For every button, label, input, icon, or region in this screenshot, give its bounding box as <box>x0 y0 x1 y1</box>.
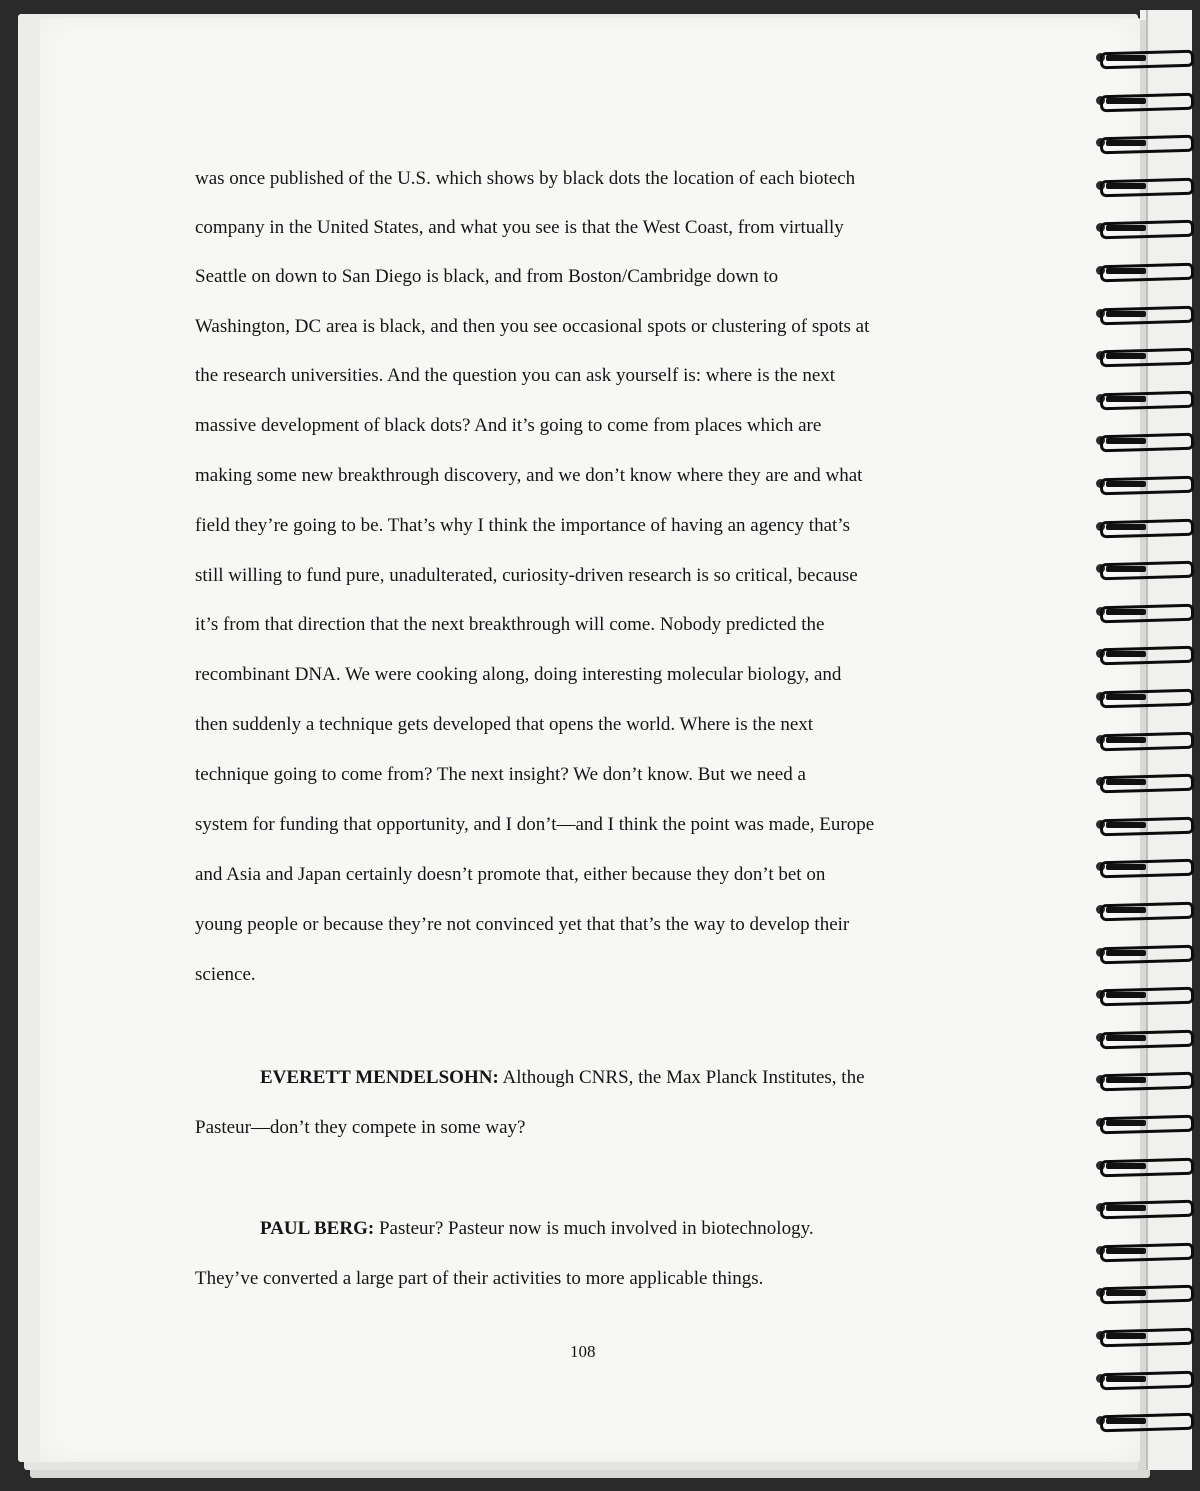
speaker-name: PAUL BERG: <box>260 1218 375 1239</box>
spiral-coil <box>1096 1369 1192 1385</box>
text-line: recombinant DNA. We were cooking along, doing interesting molecular biology, and <box>195 664 842 685</box>
spiral-coil <box>1096 815 1192 831</box>
text-line: field they’re going to be. That’s why I think the importance of having an agency that’s <box>195 515 850 536</box>
spiral-coil <box>1096 517 1192 533</box>
coil-wire <box>1106 950 1146 956</box>
coil-wire <box>1106 1163 1146 1169</box>
coil-wire <box>1106 438 1146 444</box>
transcript-body <box>40 18 1140 1462</box>
speech-text: Pasteur? Pasteur now is much involved in biotechnology. <box>378 1218 814 1239</box>
coil-wire <box>1106 311 1146 317</box>
page-number: 108 <box>570 1342 596 1361</box>
coil-wire <box>1106 524 1146 530</box>
coil-wire <box>1106 737 1146 743</box>
text-line: Pasteur—don’t they compete in some way? <box>195 1117 526 1138</box>
text-line: the research universities. And the question you can ask yourself is: where is the next <box>195 365 836 386</box>
coil-wire <box>1106 1376 1146 1382</box>
coil-wire <box>1106 98 1146 104</box>
spiral-coil <box>1096 687 1192 703</box>
spiral-coil <box>1096 346 1192 362</box>
spiral-coil <box>1096 474 1192 490</box>
speaker-paragraph <box>260 1218 814 1240</box>
spiral-coil <box>1096 91 1192 107</box>
text-line: science. <box>195 964 256 985</box>
coil-wire <box>1106 864 1146 870</box>
text-line: it’s from that direction that the next breakthrough will come. Nobody predicted the <box>195 614 825 635</box>
spiral-coil <box>1096 48 1192 64</box>
coil-wire <box>1106 268 1146 274</box>
spiral-coil <box>1096 644 1192 660</box>
text-line: company in the United States, and what you see is that the West Coast, from virtually <box>195 217 844 238</box>
coil-wire <box>1106 140 1146 146</box>
coil-wire <box>1106 1290 1146 1296</box>
text-line: then suddenly a technique gets developed that opens the world. Where is the next <box>195 714 814 735</box>
spiral-coil <box>1096 133 1192 149</box>
text-line: massive development of black dots? And it’s going to come from places which are <box>195 415 822 436</box>
spiral-coil <box>1096 985 1192 1001</box>
spiral-coil <box>1096 1113 1192 1129</box>
coil-wire <box>1106 992 1146 998</box>
spiral-coil <box>1096 1283 1192 1299</box>
coil-wire <box>1106 907 1146 913</box>
spiral-coil <box>1096 900 1192 916</box>
coil-wire <box>1106 1120 1146 1126</box>
spiral-coil <box>1096 602 1192 618</box>
coil-wire <box>1106 566 1146 572</box>
coil-wire <box>1106 396 1146 402</box>
coil-wire <box>1106 353 1146 359</box>
text-line: Seattle on down to San Diego is black, and from Boston/Cambridge down to <box>195 266 779 287</box>
coil-wire <box>1106 1418 1146 1424</box>
coil-wire <box>1106 1077 1146 1083</box>
spiral-coil <box>1096 559 1192 575</box>
coil-wire <box>1106 651 1146 657</box>
speech-text: Although CNRS, the Max Planck Institutes, the <box>502 1067 865 1088</box>
coil-wire <box>1106 1248 1146 1254</box>
spiral-coil <box>1096 389 1192 405</box>
document-page <box>40 18 1140 1462</box>
text-line: young people or because they’re not convinced yet that that’s the way to develop their <box>195 914 850 935</box>
spiral-coil <box>1096 1241 1192 1257</box>
coil-wire <box>1106 1333 1146 1339</box>
coil-wire <box>1106 694 1146 700</box>
text-line: technique going to come from? The next insight? We don’t know. But we need a <box>195 764 806 785</box>
text-line: still willing to fund pure, unadulterated, curiosity-driven research is so critical, because <box>195 565 858 586</box>
coil-wire <box>1106 1035 1146 1041</box>
spiral-coil <box>1096 1156 1192 1172</box>
spiral-coil <box>1096 261 1192 277</box>
text-line: making some new breakthrough discovery, and we don’t know where they are and what <box>195 465 863 486</box>
spiral-coil <box>1096 1411 1192 1427</box>
coil-wire <box>1106 779 1146 785</box>
spiral-coil <box>1096 772 1192 788</box>
spiral-coil <box>1096 857 1192 873</box>
coil-wire <box>1106 822 1146 828</box>
coil-wire <box>1106 1205 1146 1211</box>
coil-wire <box>1106 481 1146 487</box>
text-line: They’ve converted a large part of their activities to more applicable things. <box>195 1268 764 1289</box>
spiral-coil <box>1096 431 1192 447</box>
coil-wire <box>1106 609 1146 615</box>
coil-wire <box>1106 55 1146 61</box>
spiral-coil <box>1096 304 1192 320</box>
spiral-coil <box>1096 1028 1192 1044</box>
speaker-name: EVERETT MENDELSOHN: <box>260 1067 499 1088</box>
text-line: system for funding that opportunity, and I don’t—and I think the point was made, Europe <box>195 814 875 835</box>
spiral-binding <box>1096 40 1200 1480</box>
spiral-coil <box>1096 1198 1192 1214</box>
spiral-coil <box>1096 218 1192 234</box>
spiral-coil <box>1096 943 1192 959</box>
text-line: Washington, DC area is black, and then you see occasional spots or clustering of spots at <box>195 316 870 337</box>
text-line: was once published of the U.S. which shows by black dots the location of each biotech <box>195 168 856 189</box>
spiral-coil <box>1096 176 1192 192</box>
speaker-paragraph <box>260 1067 865 1089</box>
spiral-coil <box>1096 730 1192 746</box>
text-line: and Asia and Japan certainly doesn’t promote that, either because they don’t bet on <box>195 864 826 885</box>
coil-wire <box>1106 183 1146 189</box>
spiral-coil <box>1096 1070 1192 1086</box>
spiral-coil <box>1096 1326 1192 1342</box>
coil-wire <box>1106 225 1146 231</box>
